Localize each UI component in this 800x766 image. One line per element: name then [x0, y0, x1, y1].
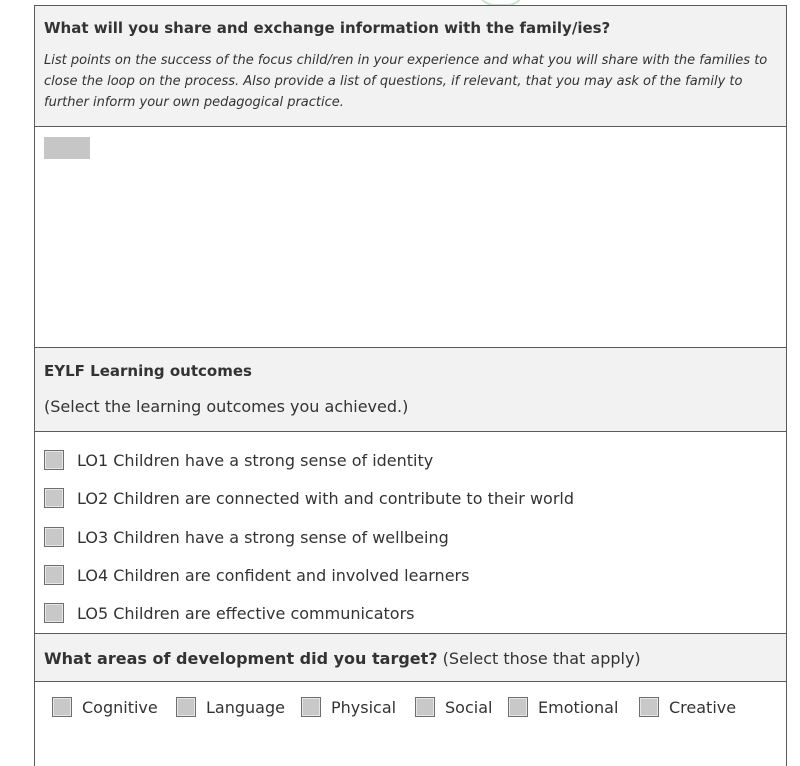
- learning-outcomes-list: [35, 432, 786, 634]
- cognitive-label: Cognitive: [82, 697, 158, 717]
- development-areas-question: What areas of development did you target?: [44, 649, 438, 668]
- emotional-label: Emotional: [538, 697, 619, 717]
- area-item[interactable]: [639, 695, 736, 719]
- social-checkbox[interactable]: [415, 697, 435, 717]
- lo4-checkbox[interactable]: [44, 565, 64, 585]
- cognitive-checkbox[interactable]: [52, 697, 72, 717]
- area-item[interactable]: [415, 695, 492, 719]
- learning-outcome-item[interactable]: [44, 563, 469, 587]
- lo5-label: LO5 Children are effective communicators: [77, 603, 415, 623]
- share-info-header: [35, 6, 786, 127]
- learning-outcomes-instruction: (Select the learning outcomes you achieved.): [44, 397, 409, 416]
- lo5-checkbox[interactable]: [44, 603, 64, 623]
- learning-outcomes-header: [35, 348, 786, 432]
- lo3-checkbox[interactable]: [44, 527, 64, 547]
- area-item[interactable]: [508, 695, 618, 719]
- creative-checkbox[interactable]: [639, 697, 659, 717]
- development-areas-header: [35, 634, 786, 682]
- lo3-label: LO3 Children have a strong sense of wellbeing: [77, 527, 449, 547]
- learning-outcome-item[interactable]: [44, 486, 574, 510]
- physical-checkbox[interactable]: [301, 697, 321, 717]
- social-label: Social: [445, 697, 493, 717]
- share-info-title: What will you share and exchange information with the family/ies?: [44, 19, 611, 37]
- area-item[interactable]: [301, 695, 396, 719]
- lo1-checkbox[interactable]: [44, 450, 64, 470]
- lo2-checkbox[interactable]: [44, 488, 64, 508]
- development-areas-instruction: (Select those that apply): [437, 649, 641, 668]
- share-info-response-area[interactable]: [35, 127, 786, 348]
- learning-outcome-item[interactable]: [44, 525, 449, 549]
- area-item[interactable]: [52, 695, 158, 719]
- learning-outcome-item[interactable]: [44, 448, 433, 472]
- lo4-label: LO4 Children are confident and involved learners: [77, 565, 470, 585]
- learning-outcome-item[interactable]: [44, 601, 415, 625]
- physical-label: Physical: [331, 697, 397, 717]
- lo1-label: LO1 Children have a strong sense of identity: [77, 450, 434, 470]
- reflection-form: [34, 5, 787, 766]
- development-areas-line: [44, 649, 641, 668]
- share-info-description: List points on the success of the focus child/ren in your experience and what you will share with the families to close the loop on the process. Also provide a list of questions, if relevant, that you may ask of the family to further inform your own pedagogical practice.: [44, 53, 768, 110]
- learning-outcomes-heading: EYLF Learning outcomes: [44, 362, 252, 380]
- lo2-label: LO2 Children are connected with and contribute to their world: [77, 488, 574, 508]
- creative-label: Creative: [669, 697, 737, 717]
- text-field-placeholder[interactable]: [44, 137, 90, 159]
- language-label: Language: [206, 697, 285, 717]
- area-item[interactable]: [176, 695, 285, 719]
- emotional-checkbox[interactable]: [508, 697, 528, 717]
- language-checkbox[interactable]: [176, 697, 196, 717]
- development-areas-list: [35, 682, 786, 766]
